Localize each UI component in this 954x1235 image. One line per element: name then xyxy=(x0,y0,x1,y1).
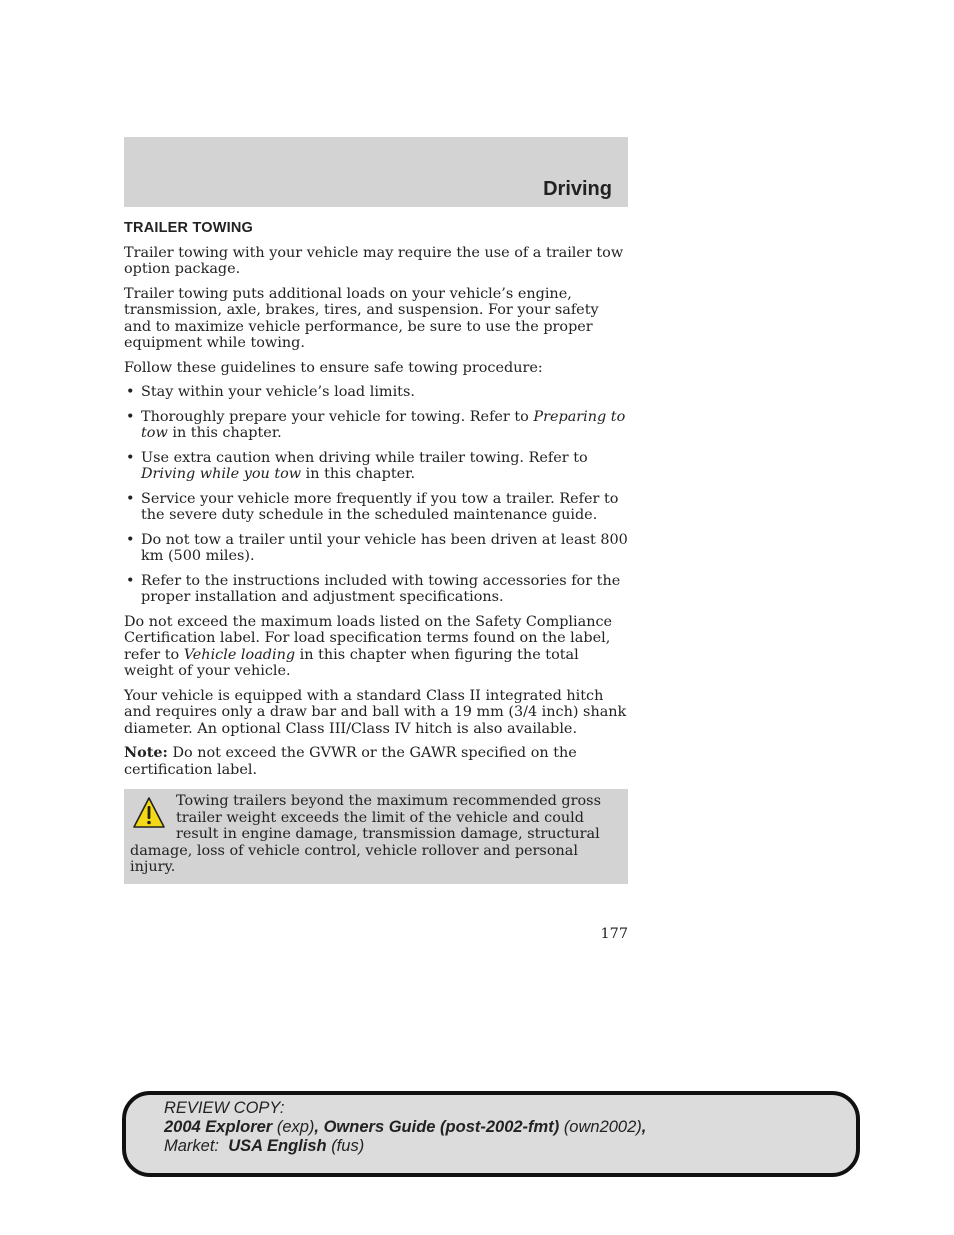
chapter-header-band xyxy=(124,137,628,207)
page-number: 177 xyxy=(600,926,628,942)
list-item-text: Use extra caution when driving while trailer towing. Refer to xyxy=(141,449,588,466)
footer-separator: , xyxy=(641,1118,647,1136)
footer-guide-code: (own2002) xyxy=(563,1118,642,1136)
paragraph-text: Do not exceed the maximum loads listed on the Safety Compliance Certification label. For load specification terms found on the label, refer to xyxy=(124,613,613,663)
warning-box xyxy=(124,789,628,884)
bullet-icon: • xyxy=(126,408,135,425)
cross-reference: Preparing to tow xyxy=(141,408,626,441)
page-content xyxy=(124,220,628,884)
bullet-icon: • xyxy=(126,572,135,589)
bullet-icon: • xyxy=(126,449,135,466)
cross-reference: Driving while you tow xyxy=(141,466,302,482)
paragraph-text: in this chapter when figuring the total weight of your vehicle. xyxy=(124,646,579,679)
list-item xyxy=(124,532,628,565)
list-item xyxy=(124,384,628,401)
list-item-text: Stay within your vehicle’s load limits. xyxy=(141,384,415,400)
note-text: Do not exceed the GVWR or the GAWR specified on the certification label. xyxy=(124,745,577,778)
bullet-icon: • xyxy=(126,531,135,548)
footer-market-label: Market: xyxy=(164,1137,220,1155)
footer-text xyxy=(164,1099,646,1156)
list-item xyxy=(124,409,628,442)
footer-model-code: (exp) xyxy=(276,1118,315,1136)
paragraph-max-loads xyxy=(124,614,628,680)
list-item-text: Thoroughly prepare your vehicle for towing. Refer to xyxy=(141,408,534,425)
guidelines-list xyxy=(124,384,628,606)
paragraph-guidelines-intro: Follow these guidelines to ensure safe towing procedure: xyxy=(124,359,543,376)
paragraph-additional-loads: Trailer towing puts additional loads on your vehicle’s engine, transmission, axle, brakes, tires, and suspension. For your safety and to maximize vehicle performance, be sure to use the proper equipment while towing. xyxy=(124,285,599,351)
paragraph-tow-package: Trailer towing with your vehicle may require the use of a trailer tow option package. xyxy=(124,244,624,277)
list-item xyxy=(124,491,628,524)
list-item-text: Do not tow a trailer until your vehicle has been driven at least 800 km (500 miles). xyxy=(141,531,628,564)
list-item-text: in this chapter. xyxy=(301,466,416,482)
footer-market-code: (fus) xyxy=(331,1137,365,1155)
cross-reference: Vehicle loading xyxy=(183,646,296,663)
note-label: Note: xyxy=(124,744,168,761)
paragraph-hitch: Your vehicle is equipped with a standard Class II integrated hitch and requires only a draw bar and ball with a 19 mm (3/4 inch) shank diameter. An optional Class III/Class IV hitch is also available. xyxy=(124,687,627,737)
list-item xyxy=(124,450,628,483)
footer-separator: , xyxy=(314,1118,324,1136)
list-item-text: Service your vehicle more frequently if you tow a trailer. Refer to the severe duty schedule in the scheduled maintenance guide. xyxy=(141,490,619,523)
footer-model: 2004 Explorer xyxy=(164,1118,273,1136)
review-copy-footer xyxy=(122,1091,860,1177)
list-item xyxy=(124,573,628,606)
bullet-icon: • xyxy=(126,490,135,507)
bullet-icon: • xyxy=(126,384,135,400)
chapter-title: Driving xyxy=(543,178,612,200)
warning-text: Towing trailers beyond the maximum recommended gross trailer weight exceeds the limit of the vehicle and could result in engine damage, transmission damage, structural damage, loss of vehicle control, vehicle rollover and personal injury. xyxy=(130,793,601,875)
footer-review-label: REVIEW COPY: xyxy=(164,1099,285,1117)
section-heading: TRAILER TOWING xyxy=(124,220,253,236)
footer-market: USA English xyxy=(228,1137,327,1155)
footer-guide: Owners Guide (post-2002-fmt) xyxy=(323,1118,560,1136)
warning-triangle-icon xyxy=(132,796,166,830)
note-paragraph xyxy=(124,745,628,778)
list-item-text: in this chapter. xyxy=(167,425,282,441)
list-item-text: Refer to the instructions included with towing accessories for the proper installation and adjustment specifications. xyxy=(141,572,621,605)
